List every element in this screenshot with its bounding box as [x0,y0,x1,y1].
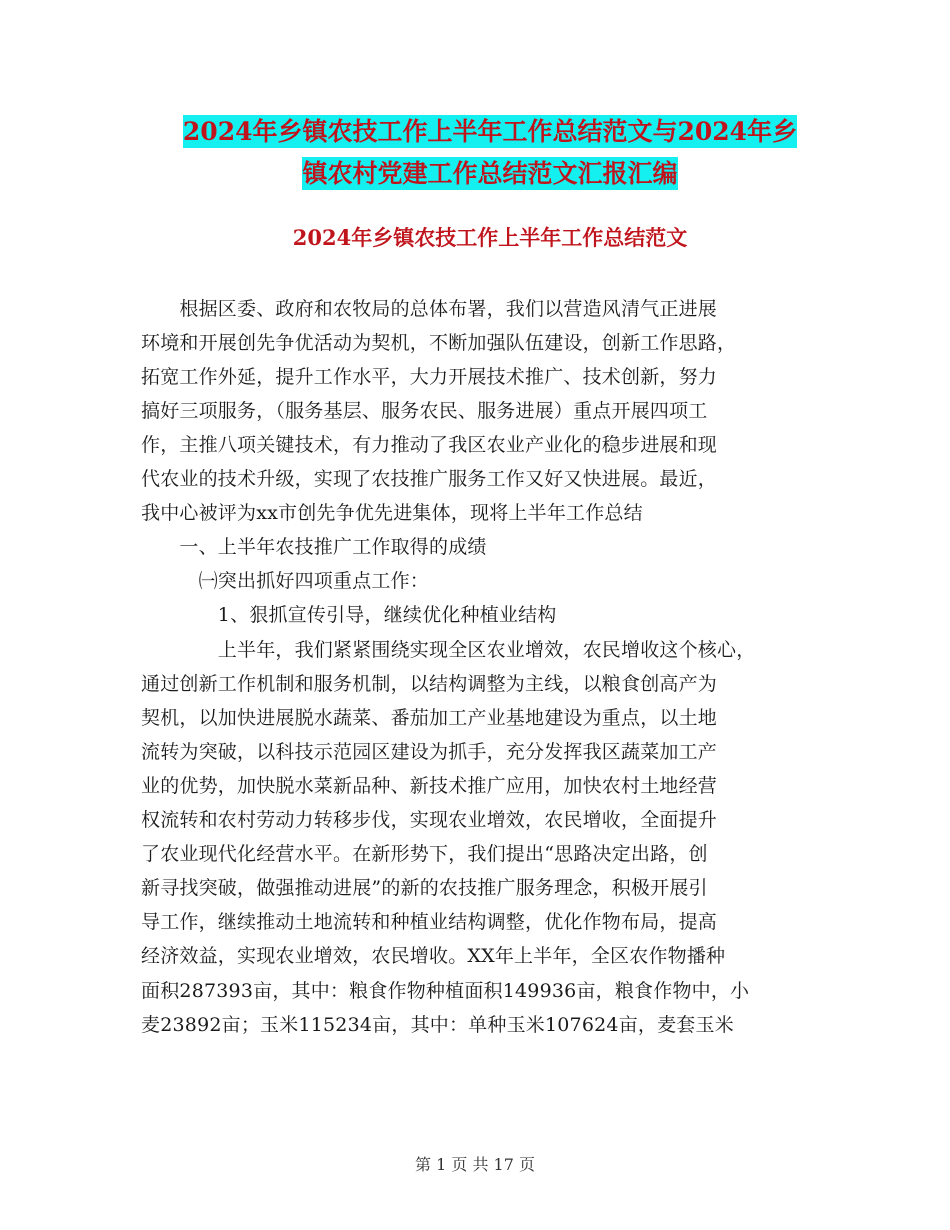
paragraph-1-line: 根据区委、政府和农牧局的总体布署，我们以营造风清气正进展 [141,298,718,320]
paragraph-1-line: 作，主推八项关键技术，有力推动了我区农业产业化的稳步进展和现 [141,434,718,456]
paragraph-2-line: 经济效益，实现农业增效，农民增收。XX年上半年，全区农作物播种 [141,945,726,967]
document-title-line-2 [130,152,850,196]
paragraph-1-line: 拓宽工作外延，提升工作水平，大力开展技术推广、技术创新，努力 [141,366,718,388]
heading-level-3: 1、狠抓宣传引导，继续优化种植业结构 [141,604,557,626]
page-footer: 第 1 页 共 17 页 [415,1155,535,1174]
paragraph-2-line: 业的优势，加快脱水菜新品种、新技术推广应用，加快农村土地经营 [141,775,718,797]
paragraph-1-line: 代农业的技术升级，实现了农技推广服务工作又好又快进展。最近， [141,468,718,490]
paragraph-2-line: 契机，以加快进展脱水蔬菜、番茄加工产业基地建设为重点，以土地 [141,707,718,729]
paragraph-1-line: 搞好三项服务，（服务基层、服务农民、服务进展）重点开展四项工 [141,400,708,422]
document-title-line-1 [130,110,850,154]
heading-level-1: 一、上半年农技推广工作取得的成绩 [141,536,487,558]
heading-level-2: ㈠突出抓好四项重点工作： [141,570,430,592]
paragraph-2-line: 导工作，继续推动土地流转和种植业结构调整，优化作物布局，提高 [141,911,718,933]
paragraph-2-line: 麦23892亩；玉米115234亩，其中：单种玉米107624亩，麦套玉米 [141,1014,734,1036]
title-highlight: 2024年乡镇农技工作上半年工作总结范文与2024年乡 [182,117,798,146]
paragraph-2-line: 新寻找突破，做强推动进展”的新的农技推广服务理念，积极开展引 [141,877,708,899]
paragraph-2-line: 通过创新工作机制和服务机制，以结构调整为主线，以粮食创高产为 [141,673,718,695]
paragraph-1-line: 环境和开展创先争优活动为契机，不断加强队伍建设，创新工作思路， [141,332,737,354]
paragraph-2-line: 了农业现代化经营水平。在新形势下，我们提出“思路决定出路，创 [141,843,708,865]
paragraph-2-line: 上半年，我们紧紧围绕实现全区农业增效，农民增收这个核心， [141,639,756,661]
paragraph-2-line: 面积287393亩，其中：粮食作物种植面积149936亩，粮食作物中，小 [141,980,750,1002]
title-highlight: 镇农村党建工作总结范文汇报汇编 [302,159,678,188]
paragraph-2-line: 权流转和农村劳动力转移步伐，实现农业增效，农民增收，全面提升 [141,809,718,831]
paragraph-2-line: 流转为突破，以科技示范园区建设为抓手，充分发挥我区蔬菜加工产 [141,741,718,763]
section-title: 2024年乡镇农技工作上半年工作总结范文 [292,225,688,250]
paragraph-1-line: 我中心被评为xx市创先争优先进集体，现将上半年工作总结 [141,502,643,524]
